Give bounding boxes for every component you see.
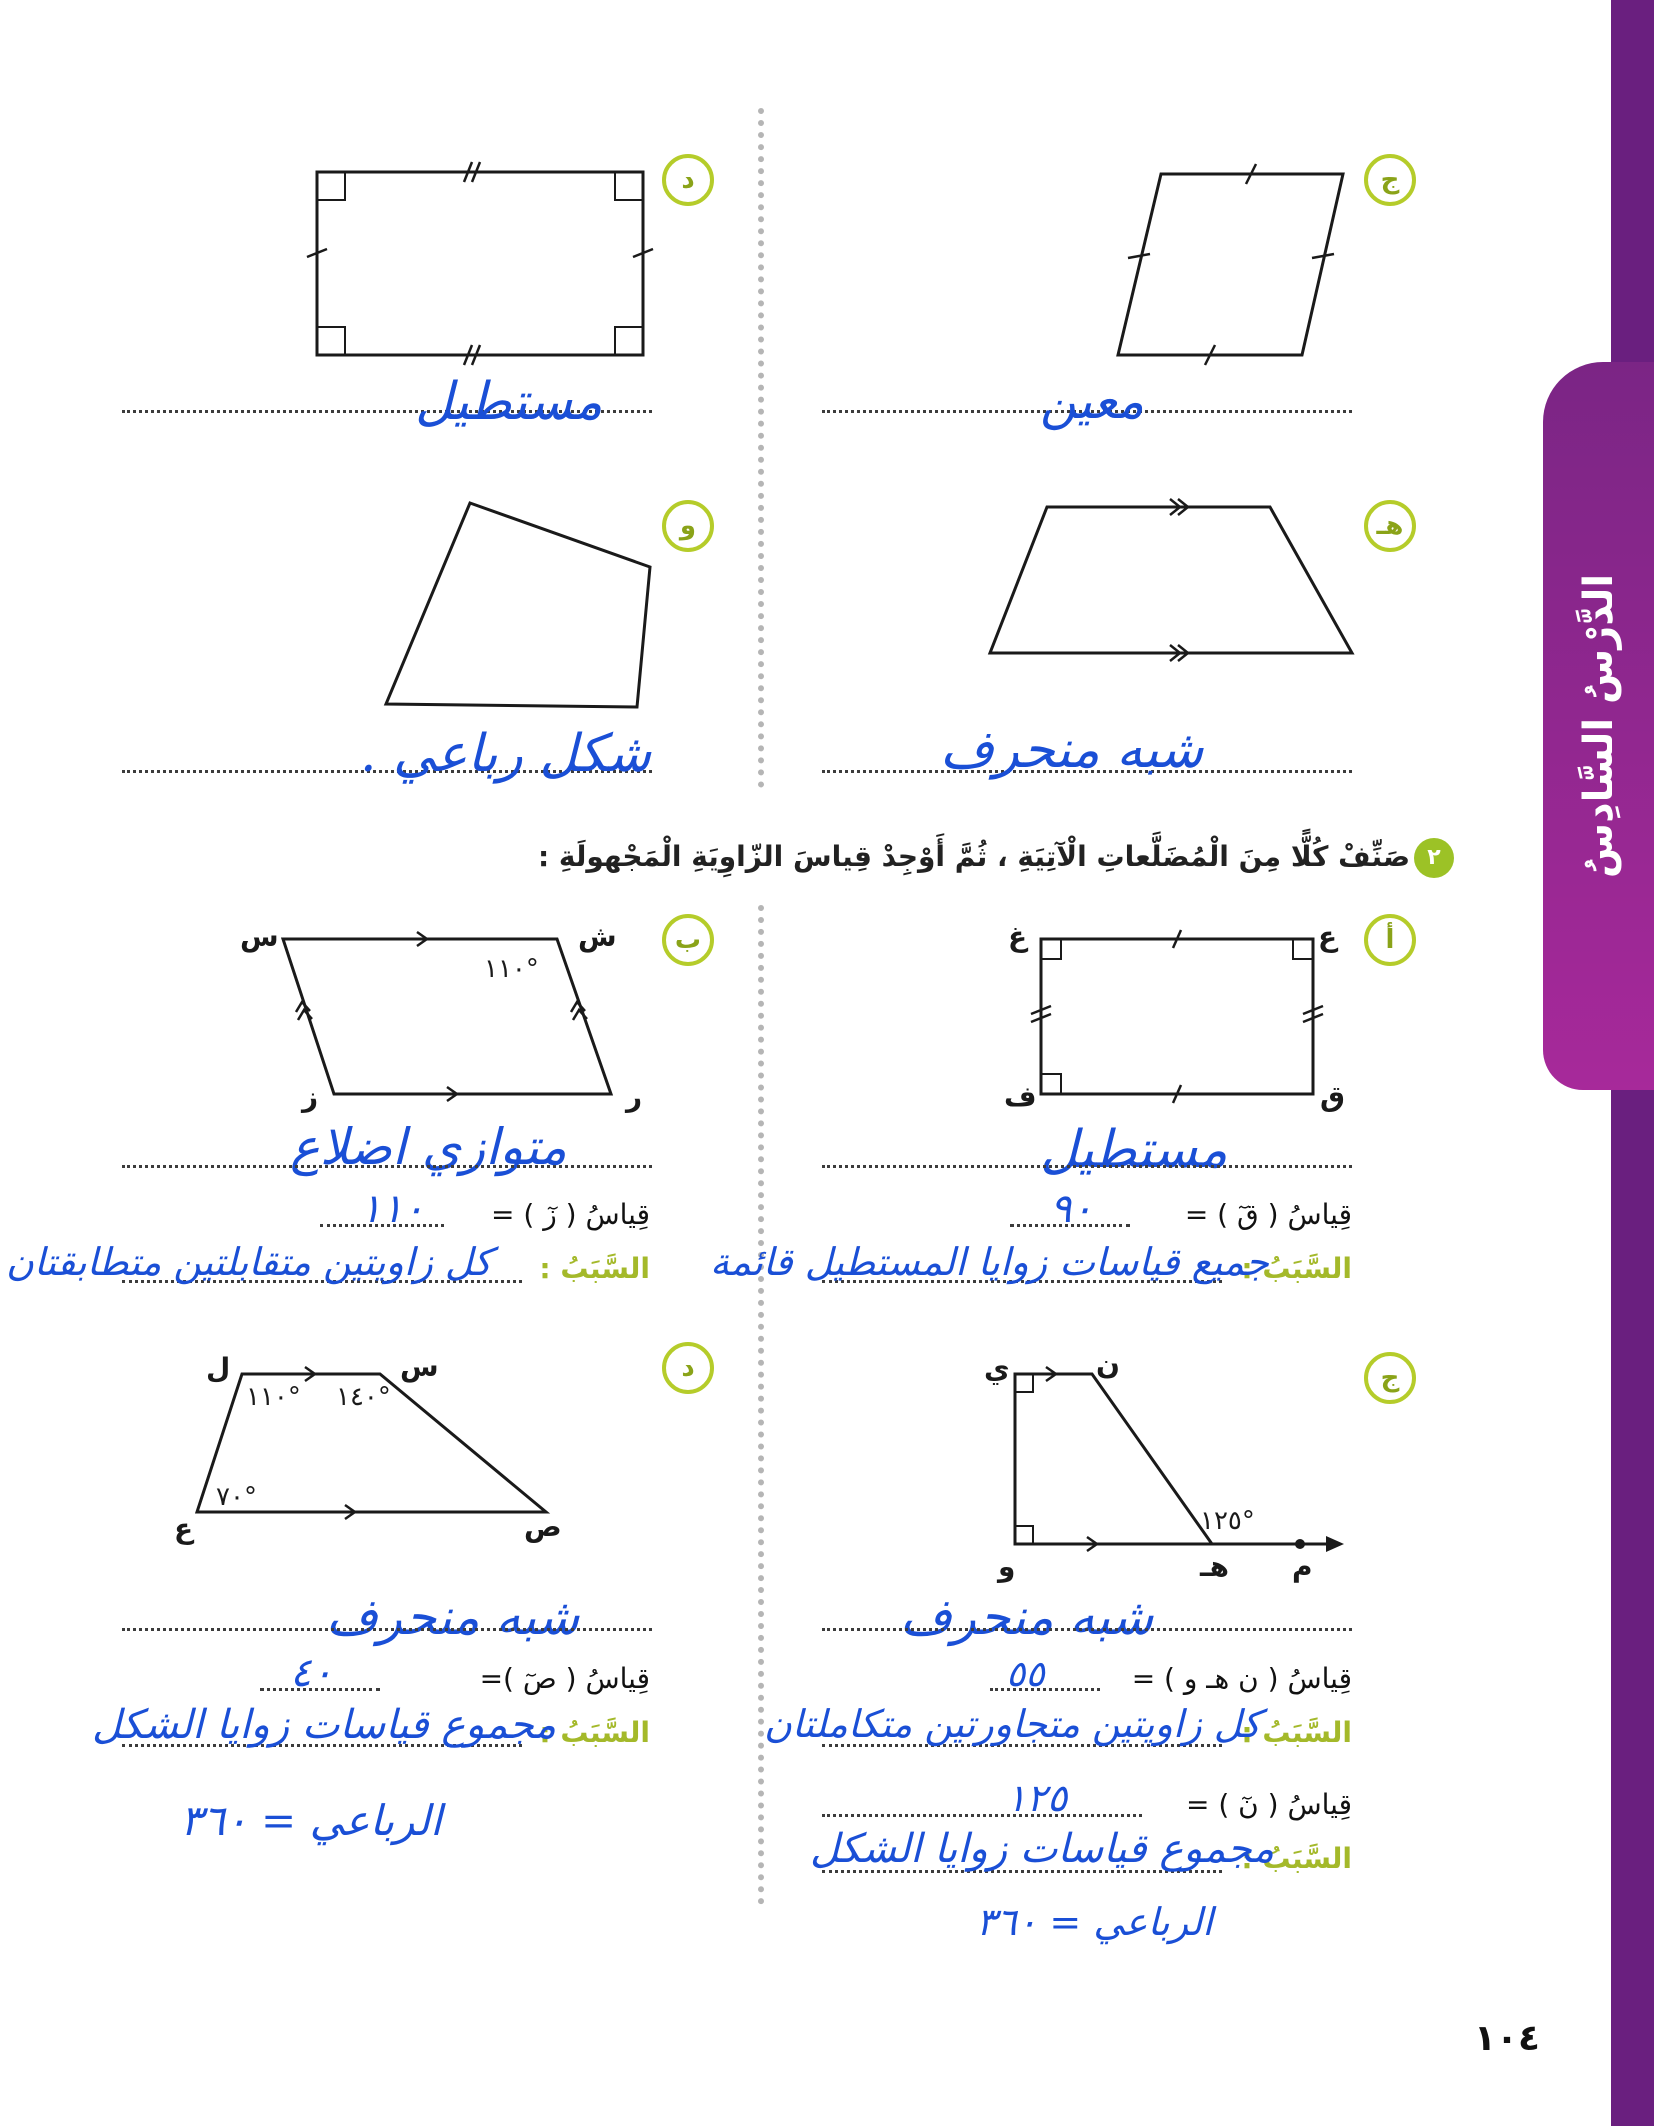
measure-label-part2-b: قِياسُ ( زٓ ) = [491, 1198, 650, 1231]
measure-label-part2-a: قِياسُ ( قٓ ) = [1184, 1198, 1352, 1231]
reason-value1-part2-d: مجموع قياسات زوايا الشكل [92, 1702, 557, 1748]
reason-value2-part2-d: الرباعي = ٣٦٠ [180, 1796, 442, 1845]
question-text: صَنِّفْ كُلًّا مِنَ الْمُضَلَّعاتِ الْآتِيَةِ ، ثُمَّ أَوْجِدْ قِياسَ الزّاوِيَةِ الْمَجْهولَةِ : [537, 840, 1410, 873]
measure-value-part2-b: ١١٠ [360, 1186, 425, 1232]
badge-part1-h: هـ [1364, 500, 1416, 552]
angle-label-part2-d-s: ١٤٠° [336, 1382, 391, 1412]
badge-part2-b: ب [662, 914, 714, 966]
vertex-d-top-left: ل [206, 1352, 231, 1385]
vertex-j-top-left: ي [984, 1352, 1010, 1385]
measure-value-part2-d: ٤٠ [290, 1650, 333, 1696]
vertex-b-bottom-left: ز [302, 1080, 319, 1113]
badge-part2-d: د [662, 1342, 714, 1394]
vertex-b-top-right: ش [578, 920, 617, 953]
reason-label-part2-b: السَّبَبُ : [539, 1252, 650, 1285]
angle-label-part2-j: ١٢٥° [1200, 1506, 1255, 1536]
vertex-j-top-right: ن [1096, 1348, 1120, 1381]
measure1-label-part2-j: قِياسُ ( ن هـ و ) = [1131, 1662, 1352, 1695]
reason-value-part2-a: جميع قياسات زوايا المستطيل قائمة [710, 1240, 1269, 1284]
answer-part1-j: معين [1040, 372, 1145, 430]
badge-part2-a: أ [1364, 914, 1416, 966]
vertex-j-bottom-left: و [998, 1550, 1016, 1583]
angle-label-part2-d-l: ١١٠° [246, 1382, 301, 1412]
badge-part1-j: ج [1364, 154, 1416, 206]
reason1-label-part2-j: السَّبَبُ : [1241, 1716, 1352, 1749]
reason-label-part2-a: السَّبَبُ : [1241, 1252, 1352, 1285]
reason2-label-part2-j: السَّبَبُ : [1241, 1842, 1352, 1875]
vertex-d-top-right: س [400, 1350, 439, 1383]
vertex-a-top-left: غ [1008, 920, 1028, 953]
measure2-value-part2-j: ١٢٥ [1006, 1776, 1068, 1820]
badge-part1-d: د [662, 154, 714, 206]
vertex-j-bottom-mid: هـ [1200, 1550, 1229, 1583]
answer-line-part2-d [122, 1628, 652, 1631]
reason1-value-part2-j: كل زاويتين متجاورتين متكاملتان [764, 1702, 1261, 1746]
measure-value-part2-a: ٩٠ [1050, 1186, 1093, 1232]
vertex-d-bottom-right: ص [524, 1510, 562, 1543]
vertex-b-bottom-right: ر [626, 1080, 643, 1113]
classification-part2-j: شبه منحرف [900, 1588, 1154, 1646]
classification-part2-a: مستطيل [1040, 1120, 1228, 1180]
angle-label-part2-b: ١١٠° [484, 954, 539, 984]
answer-part1-w: شكل رباعي . [360, 724, 652, 784]
vertex-a-top-right: ع [1318, 920, 1338, 953]
page-number: ١٠٤ [1474, 2018, 1540, 2059]
vertex-d-bottom-left: ع [174, 1512, 194, 1545]
classification-part2-b: متوازي اضلاع [290, 1118, 567, 1176]
answer-part1-d: مستطيل [415, 372, 603, 432]
vertex-a-bottom-left: ف [1004, 1080, 1037, 1113]
question-number: ٢ [1414, 838, 1454, 878]
measure-label-part2-d: قِياسُ ( صٓ )= [479, 1662, 650, 1695]
reason-label-part2-d: السَّبَبُ : [539, 1716, 650, 1749]
badge-part2-j: ج [1364, 1352, 1416, 1404]
answer-part1-h: شبه منحرف [940, 720, 1204, 780]
reason2-value1-part2-j: مجموع قياسات زوايا الشكل [810, 1826, 1275, 1872]
angle-label-part2-d-e: ٧٠° [216, 1482, 257, 1512]
vertex-b-top-left: س [240, 920, 279, 953]
vertex-a-bottom-right: ق [1320, 1080, 1346, 1113]
vertex-j-bottom-right: م [1292, 1550, 1313, 1583]
badge-part1-w: و [662, 500, 714, 552]
reason2-value2-part2-j: الرباعي = ٣٦٠ [976, 1900, 1213, 1944]
classification-part2-d: شبه منحرف [326, 1588, 580, 1646]
lesson-title: الدَّرْسُ السَّادِسُ [1575, 573, 1622, 879]
reason-value-part2-b: كل زاويتين متقابلتين متطابقتان [6, 1240, 492, 1284]
measure1-value-part2-j: ٥٥ [1006, 1654, 1045, 1695]
measure2-label-part2-j: قِياسُ ( نٓ ) = [1185, 1788, 1352, 1821]
